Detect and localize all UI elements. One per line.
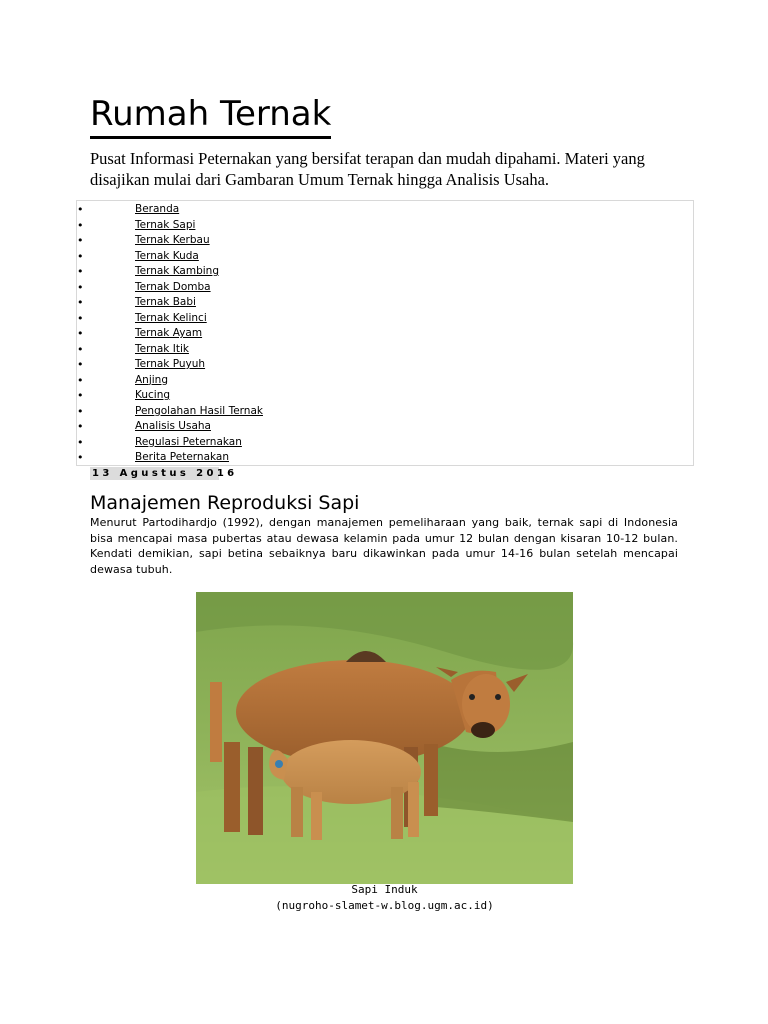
caption-title: Sapi Induk	[351, 883, 418, 896]
bullet-icon: •	[77, 311, 84, 325]
nav-link-ternak-kuda[interactable]: Ternak Kuda	[135, 249, 199, 262]
nav-link-ternak-puyuh[interactable]: Ternak Puyuh	[135, 358, 206, 370]
bullet-icon: •	[77, 435, 84, 449]
bullet-icon: •	[77, 327, 84, 340]
nav-link-kucing[interactable]: Kucing	[135, 389, 171, 401]
nav-link-beranda[interactable]: Beranda	[135, 203, 180, 215]
bullet-icon: •	[77, 358, 84, 371]
bullet-icon: •	[77, 203, 84, 216]
bullet-icon: •	[77, 451, 84, 464]
bullet-icon: •	[77, 234, 84, 247]
bullet-icon: •	[77, 249, 84, 263]
bullet-icon: •	[77, 265, 84, 278]
image-caption	[196, 882, 573, 914]
nav-link-ternak-babi[interactable]: Ternak Babi	[135, 296, 196, 308]
nav-link-pengolahan-hasil-ternak[interactable]: Pengolahan Hasil Ternak	[135, 404, 263, 417]
nav-link-ternak-sapi[interactable]: Ternak Sapi	[135, 218, 196, 231]
nav-link-analisis-usaha[interactable]: Analisis Usaha	[135, 420, 211, 432]
nav-link-ternak-kelinci[interactable]: Ternak Kelinci	[135, 311, 207, 324]
bullet-icon: •	[77, 404, 84, 418]
nav-link-anjing[interactable]: Anjing	[135, 373, 168, 386]
site-title[interactable]: Rumah Ternak	[90, 92, 331, 139]
nav-link-berita-peternakan[interactable]: Berita Peternakan	[135, 451, 229, 463]
nav-link-regulasi-peternakan[interactable]: Regulasi Peternakan	[135, 435, 242, 448]
nav-link-ternak-kambing[interactable]: Ternak Kambing	[135, 265, 219, 277]
nav-link-ternak-domba[interactable]: Ternak Domba	[135, 280, 211, 293]
caption-credit: (nugroho-slamet-w.blog.ugm.ac.id)	[275, 899, 494, 912]
nav-link-ternak-itik[interactable]: Ternak Itik	[135, 342, 189, 355]
post-body: Menurut Partodihardjo (1992), dengan manajemen pemeliharaan yang baik, ternak sapi di Indonesia bisa mencapai masa pubertas atau dewasa kelamin pada umur 12 bulan dengan kisaran 10-12 bulan. Kendati demikian, sapi betina sebaiknya baru dikawinkan pada umur 14-16 bulan setelah mencapai dewasa tubuh.	[90, 516, 678, 577]
bullet-icon: •	[77, 342, 84, 356]
bullet-icon: •	[77, 218, 84, 232]
cow-photo	[196, 592, 573, 884]
nav-link-ternak-ayam[interactable]: Ternak Ayam	[135, 327, 203, 339]
post-date: 13 Agustus 2016	[92, 468, 238, 479]
nav-link-ternak-kerbau[interactable]: Ternak Kerbau	[135, 234, 210, 246]
site-description: Pusat Informasi Peternakan yang bersifat terapan dan mudah dipahami. Materi yang disajikan mulai dari Gambaran Umum Ternak hingga Analisis Usaha.	[90, 149, 645, 189]
bullet-icon: •	[77, 373, 84, 387]
bullet-icon: •	[77, 420, 84, 433]
bullet-icon: •	[77, 389, 84, 402]
main-navigation	[76, 200, 694, 466]
post-title[interactable]: Manajemen Reproduksi Sapi	[90, 492, 360, 514]
bullet-icon: •	[77, 296, 84, 309]
bullet-icon: •	[77, 280, 84, 294]
